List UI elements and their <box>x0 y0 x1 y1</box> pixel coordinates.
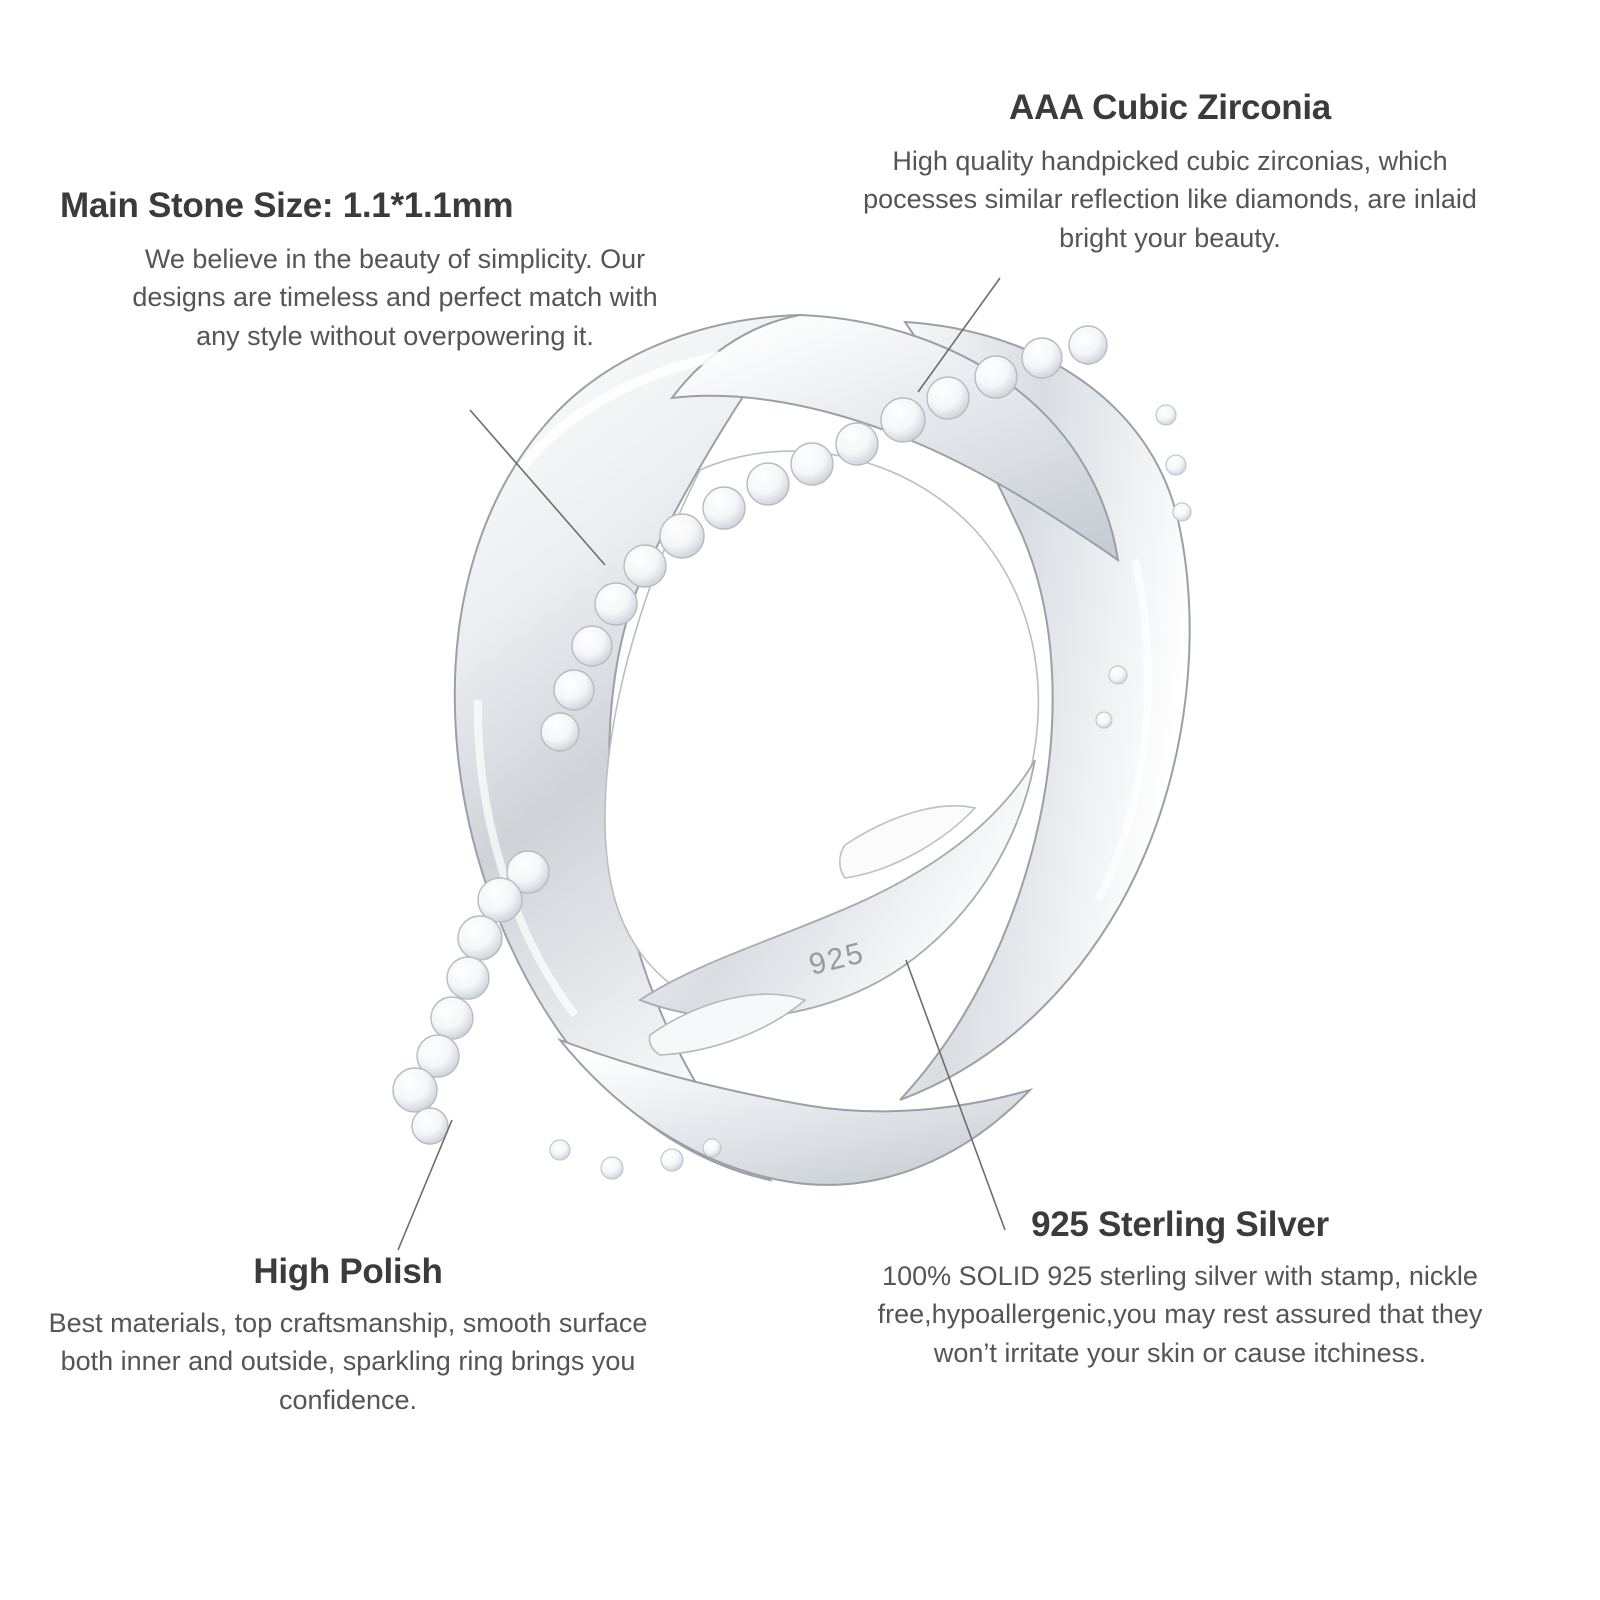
callout-main-stone-title: Main Stone Size: 1.1*1.1mm <box>60 186 514 225</box>
leader-cubic-zirconia <box>918 278 1000 392</box>
callout-cubic-zirconia-body: High quality handpicked cubic zirconias, which pocesses similar reflection like diamonds, are inlaid bright your beauty. <box>863 146 1477 253</box>
leader-sterling-silver <box>906 960 1005 1230</box>
stamp-925-text: 925 <box>805 936 869 982</box>
callout-cubic-zirconia-title: AAA Cubic Zirconia <box>1009 88 1331 127</box>
leader-high-polish <box>398 1120 452 1250</box>
callout-sterling-silver-title: 925 Sterling Silver <box>1031 1205 1329 1244</box>
callout-main-stone-body: We believe in the beauty of simplicity. Our designs are timeless and perfect match with any style without overpowering it. <box>132 244 658 351</box>
callout-sterling-silver-body: 100% SOLID 925 sterling silver with stamp, nickle free,hypoallergenic,you may rest assured that they won’t irritate your skin or cause itchiness. <box>877 1261 1483 1368</box>
callout-high-polish-title: High Polish <box>253 1252 443 1291</box>
leader-main-stone <box>470 410 605 565</box>
callout-high-polish-body: Best materials, top craftsmanship, smooth surface both inner and outside, sparkling ring brings you confidence. <box>48 1308 648 1415</box>
